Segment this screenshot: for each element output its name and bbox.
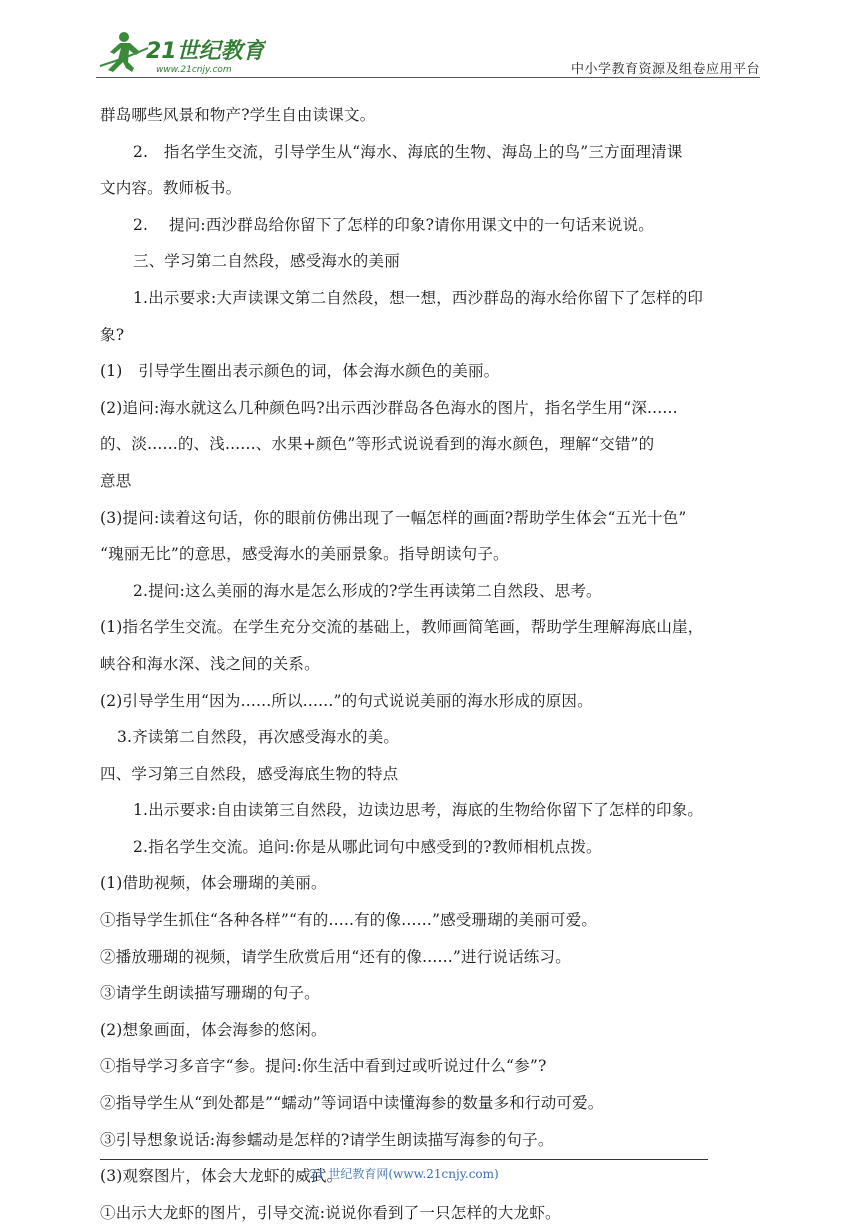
text-line: 文内容。教师板书。 xyxy=(100,179,242,198)
text-line: 2.指名学生交流。追问:你是从哪此词句中感受到的?教师相机点拨。 xyxy=(133,837,602,856)
text-line: 1.出示要求:大声读课文第二自然段，想一想，西沙群岛的海水给你留下了怎样的印 xyxy=(133,288,704,307)
text-line: (3)提问:读着这句话，你的眼前仿佛出现了一幅怎样的画面?帮助学生体会“五光十色” xyxy=(100,508,687,527)
text-line: 意思 xyxy=(100,471,132,490)
logo-url: www.21cnjy.com xyxy=(156,65,232,75)
footer-link[interactable]: 21 世纪教育网(www.21cnjy.com) xyxy=(309,1167,499,1181)
text-line: “瑰丽无比”的意思，感受海水的美丽景象。指导朗读句子。 xyxy=(100,545,509,564)
text-line: (1)借助视频，体会珊瑚的美丽。 xyxy=(100,874,327,893)
text-line: (1)指名学生交流。在学生充分交流的基础上，教师画简笔画，帮助学生理解海底山崖， xyxy=(100,618,704,637)
text-line: ②播放珊瑚的视频，请学生欣赏后用“还有的像......”进行说话练习。 xyxy=(100,947,571,966)
section-heading: 四、学习第三自然段，感受海底生物的特点 xyxy=(100,764,399,783)
text-line: 3.齐读第二自然段，再次感受海水的美。 xyxy=(117,728,400,747)
text-line: (2)追问:海水就这么几种颜色吗?出示西沙群岛各色海水的图片，指名学生用“深...... xyxy=(100,398,678,417)
section-heading: 三、学习第二自然段，感受海水的美丽 xyxy=(133,252,400,271)
text-line: ①指导学生抓住“各种各样”“有的.....有的像......”感受珊瑚的美丽可爱。 xyxy=(100,911,598,930)
runner-icon xyxy=(108,32,140,72)
text-line: 的、淡......的、浅......、水果+颜色”等形式说说看到的海水颜色，理解“交错”的 xyxy=(100,435,655,454)
text-line: ①指导学习多音字“参。提问:你生活中看到过或听说过什么“参”? xyxy=(100,1057,547,1076)
text-line: 2. 提问:西沙群岛给你留下了怎样的印象?请你用课文中的一句话来说说。 xyxy=(133,215,654,234)
footer-divider xyxy=(100,1159,708,1160)
text-line: 1.出示要求:自由读第三自然段，边读边思考，海底的生物给你留下了怎样的印象。 xyxy=(133,801,704,820)
platform-tagline: 中小学教育资源及组卷应用平台 xyxy=(570,62,760,77)
text-line: 群岛哪些风景和物产?学生自由读课文。 xyxy=(100,106,376,124)
text-line: (1) 引导学生圈出表示颜色的词，体会海水颜色的美丽。 xyxy=(100,362,500,381)
text-line: 2.提问:这么美丽的海水是怎么形成的?学生再读第二自然段、思考。 xyxy=(133,581,602,600)
text-line: 2. 指名学生交流，引导学生从“海水、海底的生物、海岛上的鸟”三方面理清课 xyxy=(133,142,683,161)
text-line: 象? xyxy=(100,325,125,344)
text-line: 峡谷和海水深、浅之间的关系。 xyxy=(100,654,320,673)
text-line: ③请学生朗读描写珊瑚的句子。 xyxy=(100,984,320,1003)
text-line: ①出示大龙虾的图片，引导交流:说说你看到了一只怎样的大龙虾。 xyxy=(100,1203,561,1222)
header-divider xyxy=(96,77,760,78)
text-line: ③引导想象说话:海参蠕动是怎样的?请学生朗读描写海参的句子。 xyxy=(100,1130,554,1149)
text-line: (3)观察图片，体会大龙虾的威武。 xyxy=(100,1167,343,1186)
text-line: (2)引导学生用“因为......所以......”的句式说说美丽的海水形成的原因。 xyxy=(100,691,593,710)
text-line: (2)想象画面，体会海参的悠闲。 xyxy=(100,1020,327,1039)
document-body xyxy=(100,97,762,1231)
logo-text: 21世纪教育 xyxy=(146,39,265,64)
site-logo xyxy=(96,28,266,76)
text-line: ②指导学生从“到处都是”“蠕动”等词语中读懂海参的数量多和行动可爱。 xyxy=(100,1094,604,1113)
page-header xyxy=(96,28,760,80)
